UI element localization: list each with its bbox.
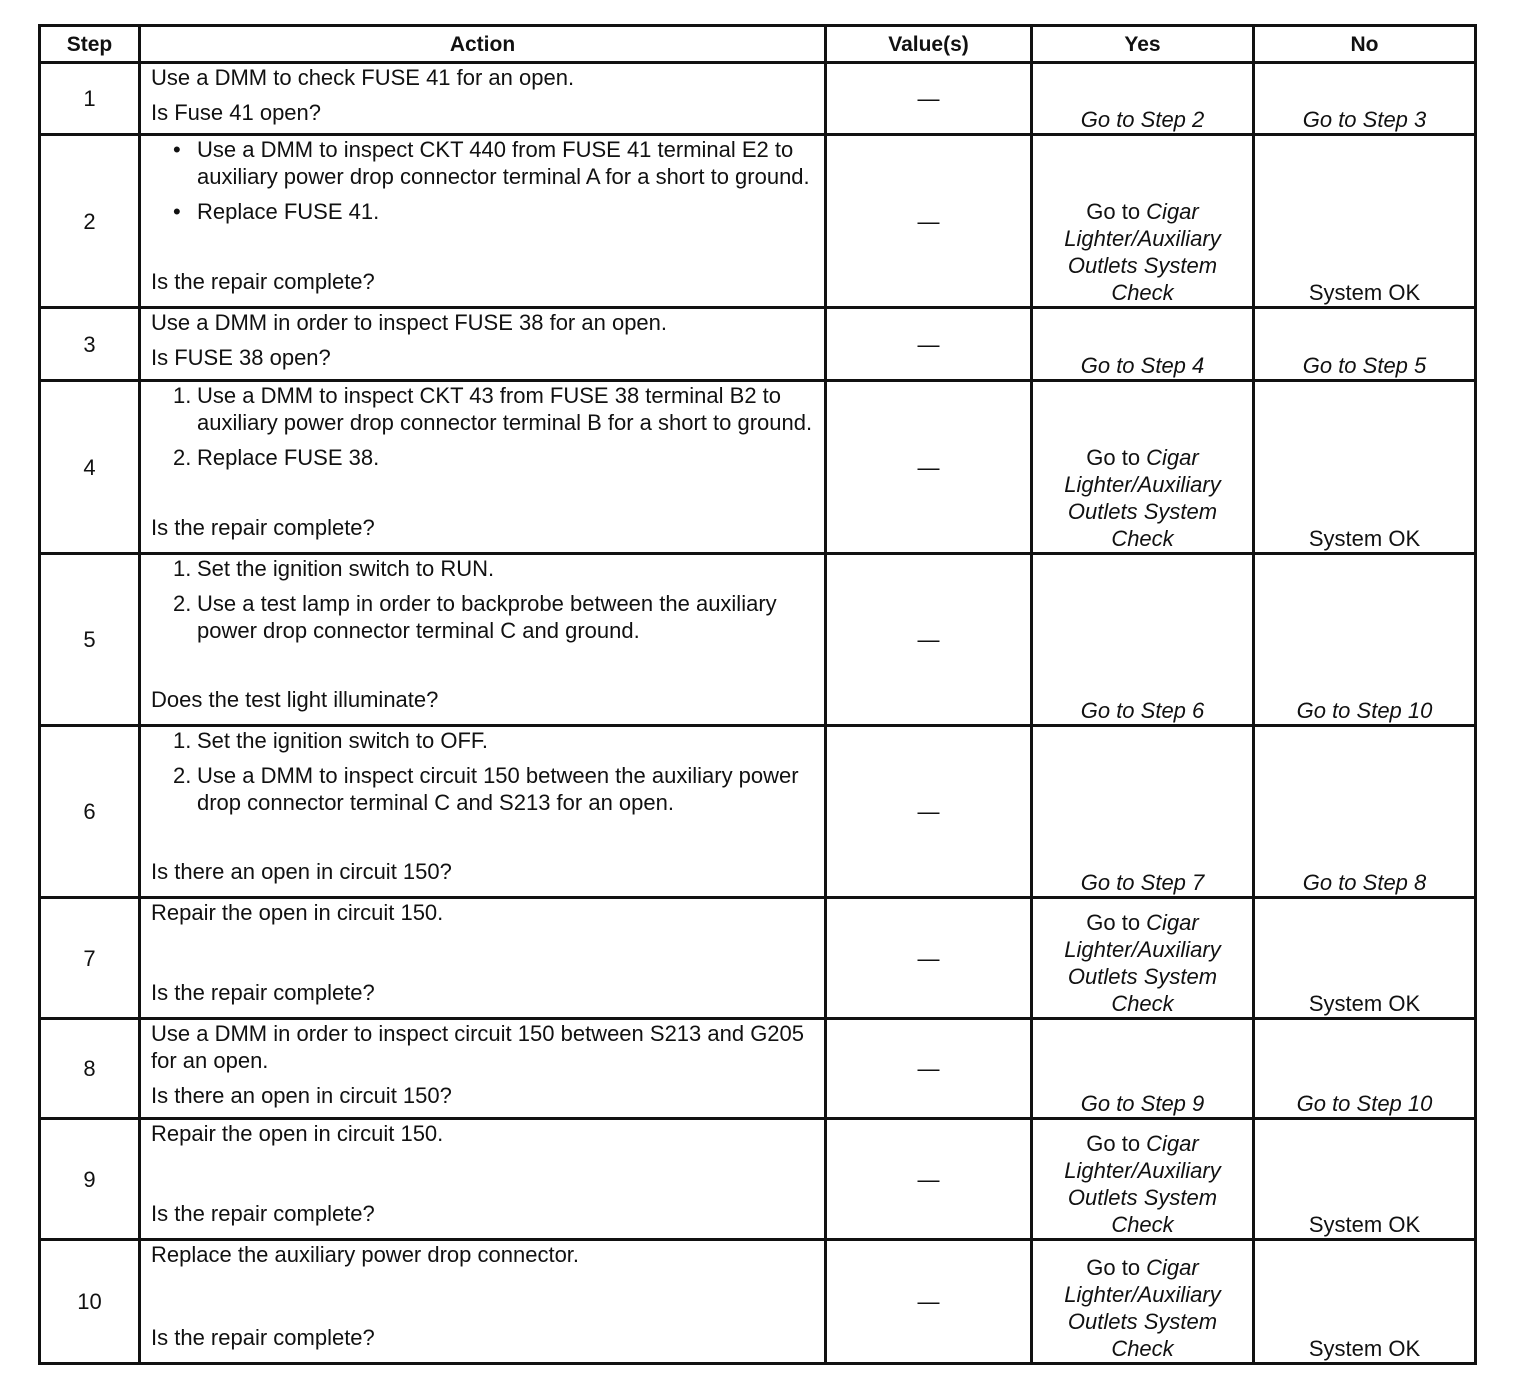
header-action: Action xyxy=(140,26,826,63)
action-question: Does the test light illuminate? xyxy=(151,687,439,712)
no-cell xyxy=(1254,63,1476,135)
action-question: Is the repair complete? xyxy=(151,515,375,540)
step-number: 3 xyxy=(40,308,140,381)
list-item-text: Use a DMM to inspect CKT 43 from FUSE 38 terminal B2 to auxiliary power drop connector terminal B for a short to ground. xyxy=(197,383,813,435)
action-question: Is there an open in circuit 150? xyxy=(151,859,452,884)
action-text: Repair the open in circuit 150. xyxy=(151,1121,444,1146)
value-cell: — xyxy=(826,1119,1032,1240)
action-list-item xyxy=(151,444,814,471)
table-row xyxy=(40,63,1476,135)
yes-text: Go to xyxy=(1086,445,1147,470)
no-cell xyxy=(1254,1019,1476,1119)
action-cell xyxy=(140,135,826,308)
action-list xyxy=(151,555,814,644)
yes-reference: Go to Step 4 xyxy=(1080,353,1205,378)
no-cell xyxy=(1254,135,1476,308)
header-step: Step xyxy=(40,26,140,63)
list-item-text: Use a DMM to inspect circuit 150 between the auxiliary power drop connector terminal C and S213 for an open. xyxy=(197,763,799,815)
table-row xyxy=(40,135,1476,308)
no-text: System OK xyxy=(1308,1212,1421,1237)
yes-cell xyxy=(1032,308,1254,381)
yes-reference: Go to Step 9 xyxy=(1080,1091,1205,1116)
list-marker: • xyxy=(173,199,181,224)
action-list-item xyxy=(151,727,814,754)
action-cell xyxy=(140,63,826,135)
action-cell xyxy=(140,1019,826,1119)
yes-cell xyxy=(1032,381,1254,554)
value-cell: — xyxy=(826,1240,1032,1364)
yes-reference: Go to Step 7 xyxy=(1080,870,1205,895)
header-values: Value(s) xyxy=(826,26,1032,63)
action-cell xyxy=(140,1240,826,1364)
yes-text: Go to xyxy=(1086,1131,1147,1156)
step-number: 10 xyxy=(40,1240,140,1364)
action-cell xyxy=(140,898,826,1019)
no-reference: Go to Step 10 xyxy=(1296,1091,1433,1116)
diagnostic-table xyxy=(38,24,1477,1365)
yes-cell xyxy=(1032,898,1254,1019)
value-cell: — xyxy=(826,63,1032,135)
no-cell xyxy=(1254,1240,1476,1364)
action-question: Is the repair complete? xyxy=(151,980,375,1005)
yes-text: Go to xyxy=(1086,1255,1147,1280)
no-reference: Go to Step 10 xyxy=(1296,698,1433,723)
table-row xyxy=(40,1240,1476,1364)
yes-reference: Cigar Lighter/Auxiliary Outlets System Check xyxy=(1064,910,1221,1016)
value-cell: — xyxy=(826,381,1032,554)
no-cell xyxy=(1254,554,1476,726)
no-cell xyxy=(1254,1119,1476,1240)
yes-reference: Cigar Lighter/Auxiliary Outlets System Check xyxy=(1064,1255,1221,1361)
table-row xyxy=(40,308,1476,381)
action-cell xyxy=(140,308,826,381)
no-text: System OK xyxy=(1308,280,1421,305)
action-cell xyxy=(140,1119,826,1240)
table-row xyxy=(40,381,1476,554)
action-question: Is there an open in circuit 150? xyxy=(151,1083,452,1108)
value-cell: — xyxy=(826,135,1032,308)
table-row xyxy=(40,554,1476,726)
yes-text: Go to xyxy=(1086,199,1147,224)
yes-reference: Go to Step 2 xyxy=(1080,107,1205,132)
list-item-text: Set the ignition switch to OFF. xyxy=(197,728,489,753)
action-question: Is FUSE 38 open? xyxy=(151,345,331,370)
no-reference: Go to Step 5 xyxy=(1302,353,1427,378)
action-text: Use a DMM to check FUSE 41 for an open. xyxy=(151,65,575,90)
action-list-item xyxy=(151,762,814,816)
list-marker: • xyxy=(173,137,181,162)
value-cell: — xyxy=(826,554,1032,726)
list-marker: 1. xyxy=(173,556,192,581)
action-list xyxy=(151,727,814,816)
step-number: 7 xyxy=(40,898,140,1019)
list-item-text: Replace FUSE 41. xyxy=(197,199,380,224)
yes-reference: Cigar Lighter/Auxiliary Outlets System Check xyxy=(1064,445,1221,551)
step-number: 8 xyxy=(40,1019,140,1119)
no-cell xyxy=(1254,308,1476,381)
step-number: 2 xyxy=(40,135,140,308)
yes-cell xyxy=(1032,63,1254,135)
list-item-text: Use a DMM to inspect CKT 440 from FUSE 41 terminal E2 to auxiliary power drop connector terminal A for a short to ground. xyxy=(197,137,810,189)
yes-cell xyxy=(1032,554,1254,726)
no-text: System OK xyxy=(1308,526,1421,551)
value-cell: — xyxy=(826,726,1032,898)
action-list-item xyxy=(151,198,814,225)
step-number: 9 xyxy=(40,1119,140,1240)
yes-cell xyxy=(1032,726,1254,898)
no-cell xyxy=(1254,381,1476,554)
action-list-item xyxy=(151,555,814,582)
action-question: Is the repair complete? xyxy=(151,1201,375,1226)
action-text: Repair the open in circuit 150. xyxy=(151,900,444,925)
action-cell xyxy=(140,381,826,554)
table-row xyxy=(40,1119,1476,1240)
step-number: 5 xyxy=(40,554,140,726)
no-text: System OK xyxy=(1308,991,1421,1016)
action-question: Is the repair complete? xyxy=(151,269,375,294)
action-list-item xyxy=(151,382,814,436)
table-body xyxy=(40,63,1476,1364)
step-number: 1 xyxy=(40,63,140,135)
step-number: 4 xyxy=(40,381,140,554)
action-list xyxy=(151,382,814,471)
yes-cell xyxy=(1032,135,1254,308)
header-yes: Yes xyxy=(1032,26,1254,63)
action-text: Replace the auxiliary power drop connector. xyxy=(151,1242,580,1267)
value-cell: — xyxy=(826,898,1032,1019)
action-list-item xyxy=(151,590,814,644)
action-text: Use a DMM in order to inspect FUSE 38 for an open. xyxy=(151,310,668,335)
yes-text: Go to xyxy=(1086,910,1147,935)
yes-cell xyxy=(1032,1019,1254,1119)
no-cell xyxy=(1254,898,1476,1019)
list-item-text: Replace FUSE 38. xyxy=(197,445,380,470)
header-row xyxy=(40,26,1476,63)
list-marker: 1. xyxy=(173,728,192,753)
list-item-text: Use a test lamp in order to backprobe between the auxiliary power drop connector terminal C and ground. xyxy=(197,591,777,643)
no-text: System OK xyxy=(1308,1336,1421,1361)
list-marker: 1. xyxy=(173,383,192,408)
action-text: Use a DMM in order to inspect circuit 150 between S213 and G205 for an open. xyxy=(151,1021,805,1073)
list-item-text: Set the ignition switch to RUN. xyxy=(197,556,495,581)
no-reference: Go to Step 8 xyxy=(1302,870,1427,895)
action-question: Is the repair complete? xyxy=(151,1325,375,1350)
action-question: Is Fuse 41 open? xyxy=(151,100,322,125)
table-row xyxy=(40,726,1476,898)
no-cell xyxy=(1254,726,1476,898)
table-row xyxy=(40,1019,1476,1119)
yes-cell xyxy=(1032,1119,1254,1240)
list-marker: 2. xyxy=(173,763,192,788)
value-cell: — xyxy=(826,308,1032,381)
list-marker: 2. xyxy=(173,591,192,616)
step-number: 6 xyxy=(40,726,140,898)
header-no: No xyxy=(1254,26,1476,63)
action-list-item xyxy=(151,136,814,190)
action-cell xyxy=(140,554,826,726)
yes-reference: Go to Step 6 xyxy=(1080,698,1205,723)
action-cell xyxy=(140,726,826,898)
yes-reference: Cigar Lighter/Auxiliary Outlets System Check xyxy=(1064,199,1221,305)
yes-cell xyxy=(1032,1240,1254,1364)
yes-reference: Cigar Lighter/Auxiliary Outlets System Check xyxy=(1064,1131,1221,1237)
list-marker: 2. xyxy=(173,445,192,470)
no-reference: Go to Step 3 xyxy=(1302,107,1427,132)
action-list xyxy=(151,136,814,225)
table-row xyxy=(40,898,1476,1019)
value-cell: — xyxy=(826,1019,1032,1119)
